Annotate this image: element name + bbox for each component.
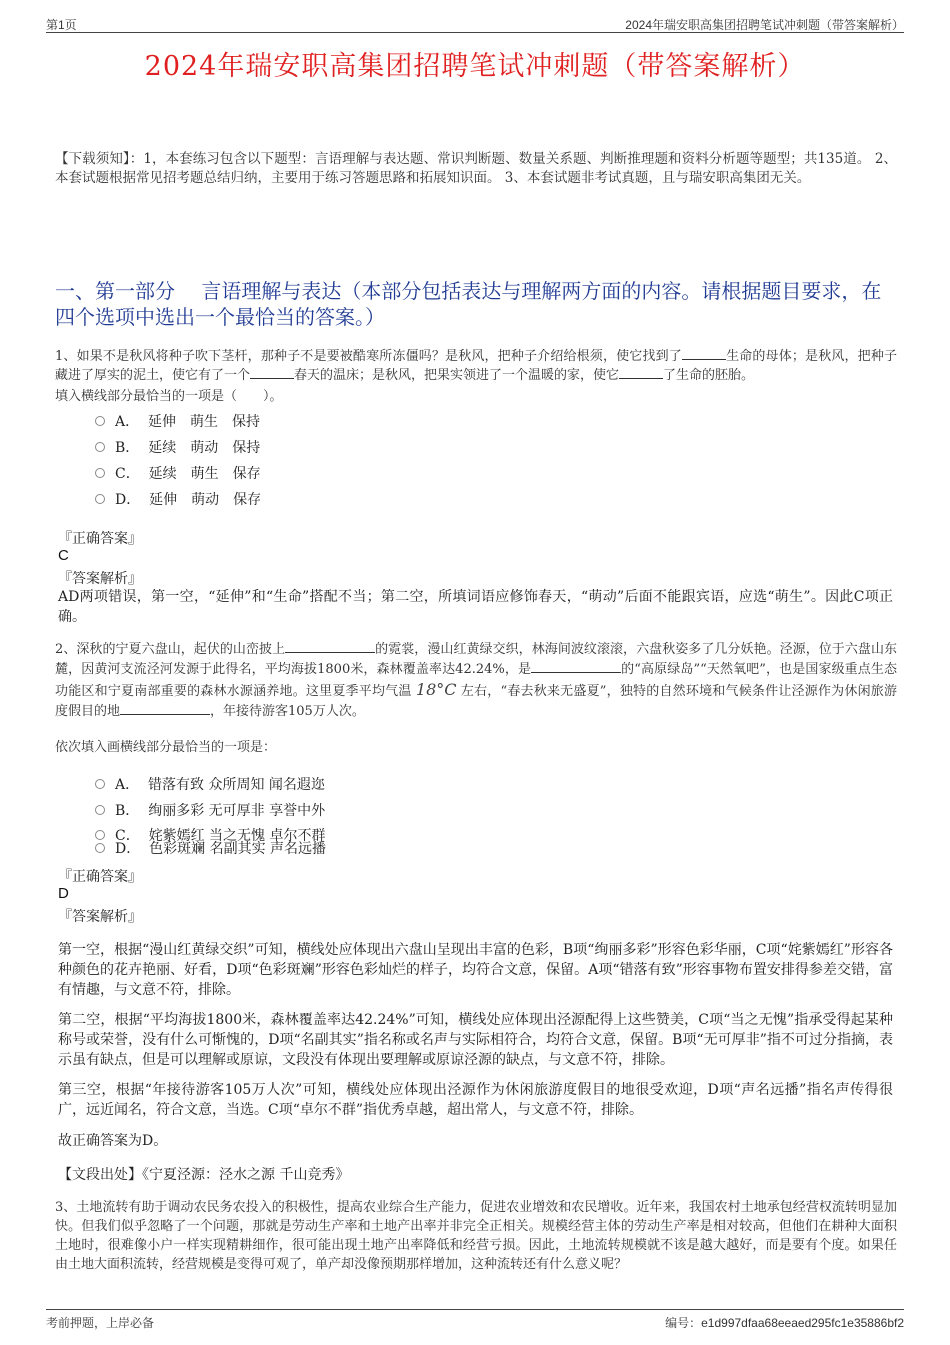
q2-answer: D [58,885,69,902]
blank-2 [531,660,621,673]
page-title: 2024年瑞安职高集团招聘笔试冲刺题（带答案解析） [144,51,806,82]
q1-answer-label: 『正确答案』 [58,531,142,547]
blank-3 [120,702,210,715]
q1-option-c[interactable]: C． 延续 萌生 保存 [95,463,261,483]
page-number: 第1页 [46,18,77,32]
q1-option-b[interactable]: B． 延续 萌动 保持 [95,437,260,457]
q2-source: 【文段出处】《宁夏泾源：泾水之源 千山竞秀》 [58,1167,350,1183]
blank-2 [250,366,294,379]
radio-icon[interactable] [95,843,105,853]
q1-analysis: AD两项错误，第一空，“延伸”和“生命”搭配不当；第二空，所填词语应修饰春天，“萌动”后面不能跟宾语，应选“萌生”。因此C项正确。 [58,589,893,625]
radio-icon[interactable] [95,779,105,789]
q2-conclusion: 故正确答案为D。 [58,1133,168,1149]
q2-analysis-para-3: 第三空，根据“年接待游客105万人次”可知，横线处应体现出泾源作为休闲旅游度假目的地很受欢迎，D项“声名远播”指名声传得很广，远近闻名，符合文意，当选。C项“卓尔不群”指优秀卓越，超出常人，与文意不符，排除。 [58,1082,893,1118]
header-rule [46,32,904,33]
q2-option-c[interactable]: C． 姹紫嫣红 当之无愧 卓尔不群 [95,825,326,845]
q2-analysis-para-2: 第二空，根据“平均海拔1800米，森林覆盖率达42.24%”可知，横线处应体现出泾源配得上这些赞美，C项“当之无愧”指承受得起某种称号或荣誉，没有什么可惭愧的，D项“名副其实”指名称或名声与实际相符合，均符合文意，保留。B项“无可厚非”指不可过分指摘，表示虽有缺点，但是可以理解或原谅，文段没有体现出要理解或原谅泾源的缺点，与文意不符，排除。 [58,1012,893,1068]
radio-icon[interactable] [95,805,105,815]
q2-analysis-label: 『答案解析』 [58,909,142,925]
q2-answer-label: 『正确答案』 [58,869,142,885]
question-2-prompt: 依次填入画横线部分最恰当的一项是： [55,740,277,755]
blank-1 [682,347,726,360]
question-1-prompt: 填入横线部分最恰当的一项是（ ）。 [55,389,283,404]
question-2-text: 2、深秋的宁夏六盘山，起伏的山峦披上 的霓裳，漫山红黄绿交织，林海间波纹滚滚，六盘秋姿多了几分妖艳。泾源，位于六盘山东麓，因黄河支流泾河发源于此得名，平均海拔1800米，森林覆盖率达42.24%，是 的“高原绿岛”“天然氧吧”，也是国家级重点生态功能区和宁夏南部重要的森林水源涵养地。这里夏季平均气温 18°C 左右，“春去秋来无盛夏”，独特的自然环境和气候条件让泾源作为休闲旅游度假目的地 ，年接待游客105万人次。 [55,642,897,719]
question-3-text: 3、土地流转有助于调动农民务农投入的积极性，提高农业综合生产能力，促进农业增效和农民增收。近年来，我国农村土地承包经营权流转明显加快。但我们似乎忽略了一个问题，那就是劳动生产率和土地产出率并非完全正相关。规模经营主体的劳动生产率是相对较高，但他们在耕种大面积土地时，很难像小户一样实现精耕细作，很可能出现土地产出率降低和经营亏损。因此，土地流转规模就不该是越大越好，而是要有个度。如果任由土地大面积流转，经营规模是变得可观了，单产却没像预期那样增加，这种流转还有什么意义呢？ [55,1200,897,1272]
blank-1 [285,640,375,653]
q2-option-b[interactable]: B． 绚丽多彩 无可厚非 享誉中外 [95,800,325,820]
radio-icon[interactable] [95,494,105,504]
temperature-value: 18°C [415,680,457,699]
download-notice: 【下载须知】：1，本套练习包含以下题型：言语理解与表达题、常识判断题、数量关系题、判断推理题和资料分析题等题型；共135道。 2、本套试题根据常见招考题总结归纳，主要用于练习答题思路和拓展知识面。 3、本套试题非考试真题，且与瑞安职高集团无关。 [55,151,897,186]
q2-option-d[interactable]: D． 色彩斑斓 名副其实 声名远播 [95,838,326,858]
radio-icon[interactable] [95,416,105,426]
footer-slogan: 考前押题，上岸必备 [46,1316,155,1330]
footer-rule [46,1309,904,1310]
q2-option-a[interactable]: A． 错落有致 众所周知 闻名遐迩 [95,774,325,794]
radio-icon[interactable] [95,442,105,452]
footer-doc-id: 编号：e1d997dfaa68eeaed295fc1e35886bf2 [665,1316,904,1330]
q1-analysis-label: 『答案解析』 [58,571,142,587]
radio-icon[interactable] [95,468,105,478]
q1-option-d[interactable]: D． 延伸 萌动 保存 [95,489,261,509]
q1-answer: C [58,547,69,564]
blank-3 [619,366,663,379]
running-header-title: 2024年瑞安职高集团招聘笔试冲刺题（带答案解析） [625,18,904,32]
q2-analysis-para-1: 第一空，根据“漫山红黄绿交织”可知，横线处应体现出六盘山呈现出丰富的色彩，B项“绚丽多彩”形容色彩华丽，C项“姹紫嫣红”形容各种颜色的花卉艳丽、好看，D项“色彩斑斓”形容色彩灿烂的样子，均符合文意，保留。A项“错落有致”形容事物布置安排得参差交错，富有情趣，与文意不符，排除。 [58,942,893,998]
q1-option-a[interactable]: A． 延伸 萌生 保持 [95,411,260,431]
question-1-text: 1、如果不是秋风将种子吹下茎杆，那种子不是要被酷寒所冻僵吗？是秋风，把种子介绍给根须，使它找到了 生命的母体；是秋风，把种子藏进了厚实的泥土，使它有了一个 春天的温床；是秋风，把果实领进了一个温暖的家，使它 了生命的胚胎。 [55,349,897,383]
section-heading: 一、第一部分 言语理解与表达（本部分包括表达与理解两方面的内容。请根据题目要求，在四个选项中选出一个最恰当的答案。） [55,279,882,329]
